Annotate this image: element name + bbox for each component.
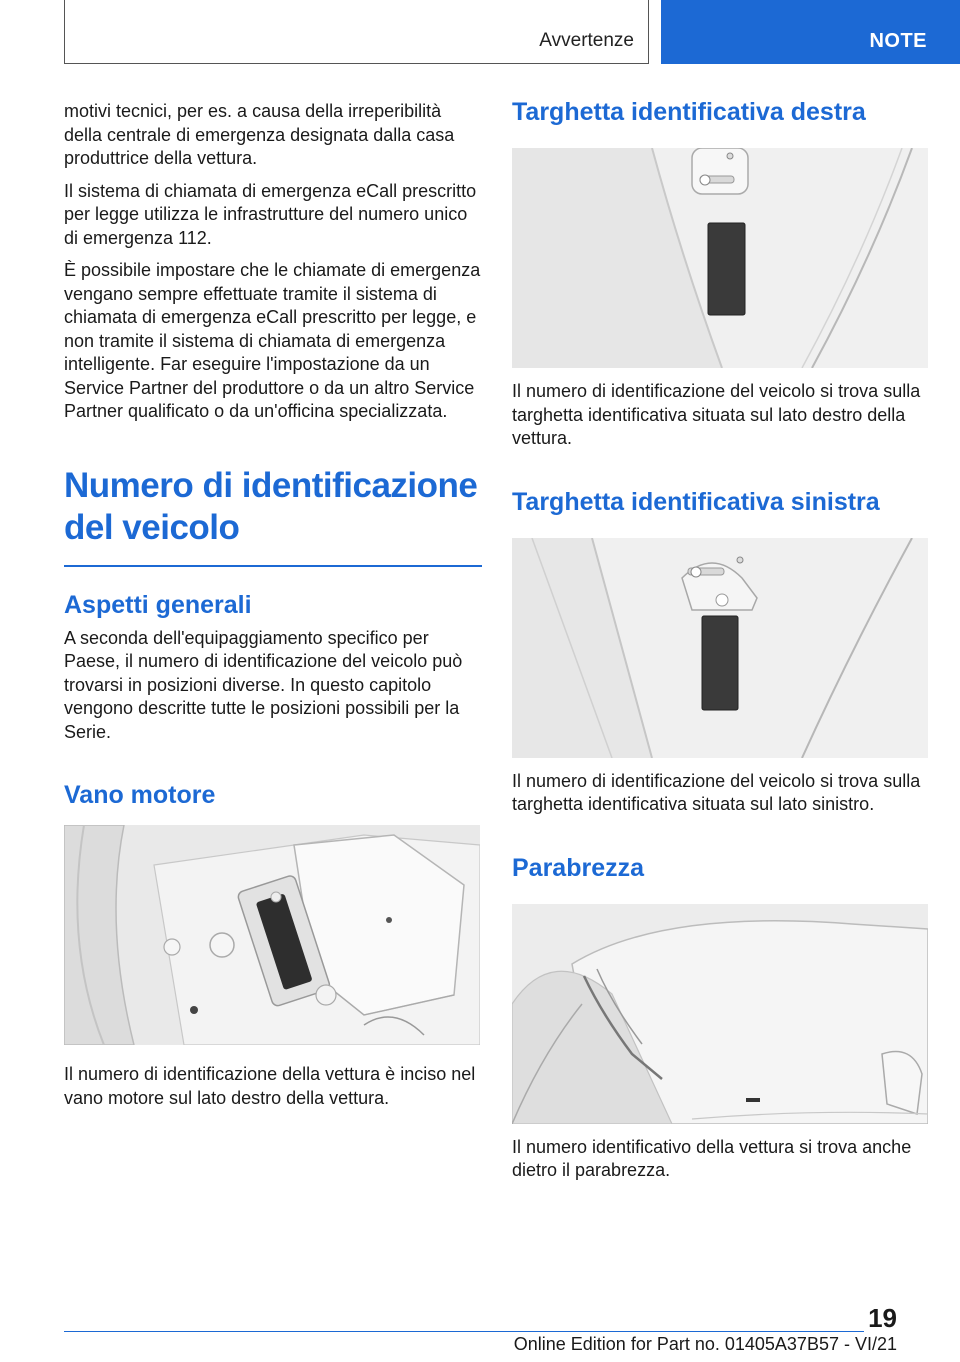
caption-left-plate: Il numero di identificazione del veicolo si trova sulla targhetta identificativa situata sul lato sinistro. — [512, 770, 921, 814]
footer-rule — [64, 1331, 864, 1332]
right-plate-illustration — [512, 148, 928, 368]
heading-engine-bay: Vano motore — [64, 781, 216, 809]
heading-general: Aspetti generali — [64, 590, 252, 619]
paragraph-ecall-infrastructure: Il sistema di chiamata di emergenza eCall prescritto per legge utilizza le infrastrutture del numero unico di emergenza 112. — [64, 180, 477, 248]
left-column — [64, 100, 482, 1119]
caption-windshield: Il numero identificativo della vettura si trova anche dietro il parabrezza. — [512, 1136, 912, 1180]
page-number: 19 — [868, 1303, 897, 1333]
heading-windshield: Parabrezza — [512, 853, 645, 882]
paragraph-emergency-reasons: motivi tecnici, per es. a causa della irreperibilità della centrale di emergenza designata dalla casa produttrice della vettura. — [64, 101, 455, 168]
heading-right-plate: Targhetta identificativa destra — [512, 98, 866, 126]
header-section-box — [64, 0, 649, 64]
engine-bay-illustration — [64, 825, 480, 1045]
caption-right-plate: Il numero di identificazione del veicolo si trova sulla targhetta identificativa situata sul lato destro della vettura. — [512, 381, 921, 448]
heading-left-plate: Targhetta identificativa sinistra — [512, 487, 880, 516]
footer-edition: Online Edition for Part no. 01405A37B57 - VI/21 — [513, 1334, 897, 1354]
header-chapter-tab[interactable] — [661, 0, 960, 64]
header-chapter-label: NOTE — [869, 30, 927, 52]
chapter-title: Numero di identificazione del veicolo — [64, 465, 478, 547]
left-plate-illustration — [512, 538, 928, 758]
caption-engine-bay: Il numero di identificazione della vettura è inciso nel vano motore sul lato destro della vettura. — [64, 1064, 476, 1108]
right-column — [512, 96, 930, 1192]
windshield-illustration — [512, 904, 928, 1124]
paragraph-ecall-setting: È possibile impostare che le chiamate di emergenza vengano sempre effettuate tramite il sistema di chiamata di emergenza eCall prescritto per legge, e non tramite il sistema di chiamata di emergenza intelligente. Far eseguire l'impostazione da un Service Partner del produttore o da un altro Service Partner qualificato o da un'officina specializzata. — [64, 260, 481, 421]
header-section-title: Avvertenze — [539, 30, 634, 51]
paragraph-general: A seconda dell'equipaggiamento specifico per Paese, il numero di identificazione del veicolo può trovarsi in posizioni diverse. In questo capitolo vengono descritte tutte le posizioni possibili per la Serie. — [64, 627, 463, 742]
